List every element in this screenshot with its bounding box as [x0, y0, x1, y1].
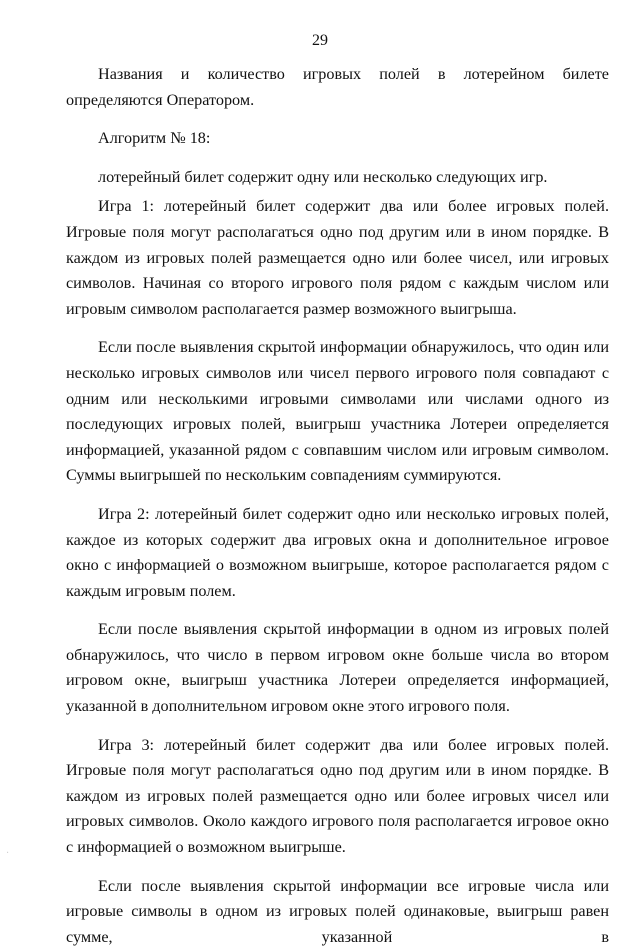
paragraph-game-2: Игра 2: лотерейный билет содержит одно или несколько игровых полей, каждое из которых содержит два игровых окна и дополнительное игровое окно с информацией о возможном выигрыше, которое располагается рядом с каждым игровым полем.: [66, 504, 609, 600]
paragraph-game-3: Игра 3: лотерейный билет содержит два или более игровых полей. Игровые поля могут располагаться одно под другим или в ином порядке. В каждом из игровых полей размещается одно или более игровых чисел или игровых символов. Около каждого игрового поля располагается игровое окно с информацией о возможном выигрыше.: [66, 735, 609, 857]
paragraph-ticket-games: лотерейный билет содержит одну или несколько следующих игр.: [98, 167, 548, 186]
document-body: [66, 62, 609, 950]
scan-artifact: ·: [6, 848, 10, 859]
paragraph-game-1: Игра 1: лотерейный билет содержит два или более игровых полей. Игровые поля могут располагаться одно под другим или в ином порядке. В каждом из игровых полей размещается одно или более чисел, или игровых символов. Начиная со второго игрового поля рядом с каждым числом или игровым символом располагается размер возможного выигрыша.: [66, 197, 609, 318]
paragraph-game-1-rule: Если после выявления скрытой информации обнаружилось, что один или несколько игровых символов или чисел первого игрового поля совпадают с одним или несколькими игровыми символами или числами одного из последующих игровых полей, выигрыш участника Лотереи определяется информацией, указанной рядом с совпавшим числом или игровым символом. Суммы выигрышей по нескольким совпадениям суммируются.: [66, 338, 609, 485]
paragraph-algorithm-heading: Алгоритм № 18:: [98, 129, 211, 148]
paragraph-game-3-rule: Если после выявления скрытой информации все игровые числа или игровые символы в одном из игровых полей одинаковые, выигрыш равен сумме, указанной в: [66, 876, 609, 946]
page-number: 29: [312, 32, 328, 49]
paragraph-names-count: Названия и количество игровых полей в лотерейном билете определяются Оператором.: [66, 65, 609, 109]
paragraph-game-2-rule: Если после выявления скрытой информации в одном из игровых полей обнаружилось, что число в первом игровом окне больше числа во втором игровом окне, выигрыш участника Лотереи определяется информацией, указанной в дополнительном игровом окне этого игрового поля.: [66, 620, 609, 716]
